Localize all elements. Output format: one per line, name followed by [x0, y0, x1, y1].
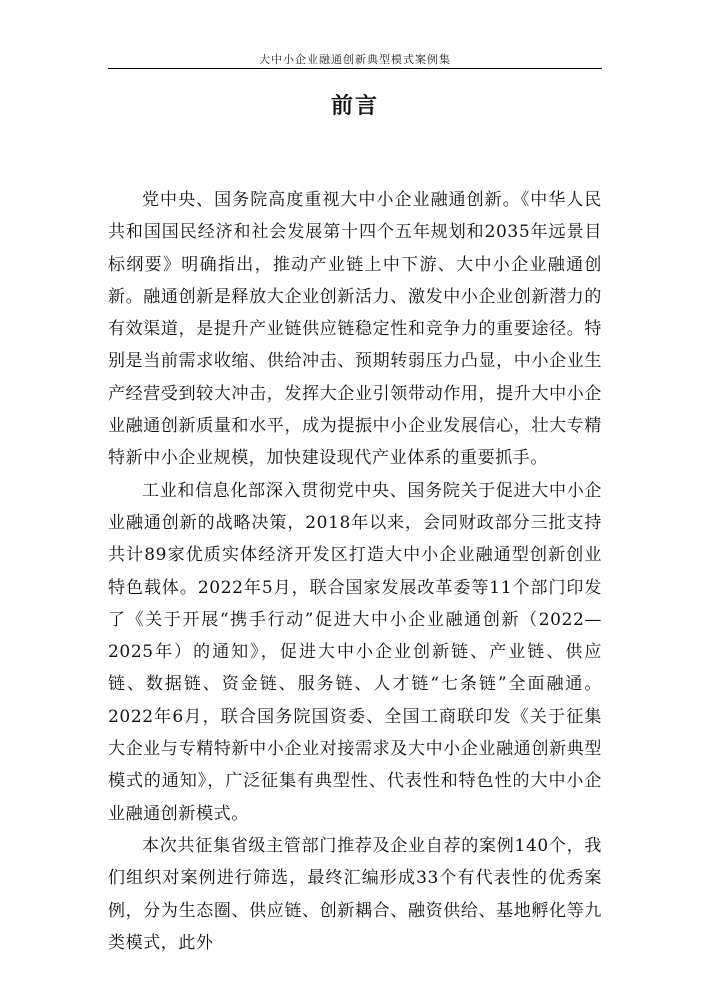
running-header-title: 大中小企业融通创新典型模式案例集 [259, 53, 451, 66]
paragraph-3: 本次共征集省级主管部门推荐及企业自荐的案例140个，我们组织对案例进行筛选，最终汇编形成33个有代表性的优秀案例，分为生态圈、供应链、创新耦合、融资供给、基地孵化等九类模式，此外 [108, 835, 602, 953]
page-title: 前言 [330, 94, 379, 119]
paragraph-1: 党中央、国务院高度重视大中小企业融通创新。《中华人民共和国国民经济和社会发展第十四个五年规划和2035年远景目标纲要》明确指出，推动产业链上中下游、大中小企业融通创新。融通创新是释放大企业创新活力、激发中小企业创新潜力的有效渠道，是提升产业链供应链稳定性和竞争力的重要途径。特别是当前需求收缩、供给冲击、预期转弱压力凸显，中小企业生产经营受到较大冲击，发挥大企业引领带动作用，提升大中小企业融通创新质量和水平，成为提振中小企业发展信心，壮大专精特新中小企业规模，加快建设现代产业体系的重要抓手。 [108, 190, 602, 469]
paragraph-2: 工业和信息化部深入贯彻党中央、国务院关于促进大中小企业融通创新的战略决策，2018年以来，会同财政部分三批支持共计89家优质实体经济开发区打造大中小企业融通型创新创业特色载体。2022年5月，联合国家发展改革委等11个部门印发了《关于开展“携手行动”促进大中小企业融通创新（2022—2025年）的通知》，促进大中小企业创新链、产业链、供应链、数据链、资金链、服务链、人才链“七条链”全面融通。2022年6月，联合国务院国资委、全国工商联印发《关于征集大企业与专精特新中小企业对接需求及大中小企业融通创新典型模式的通知》，广泛征集有典型性、代表性和特色性的大中小企业融通创新模式。 [108, 480, 602, 824]
body-text [108, 184, 602, 959]
header-divider [108, 68, 602, 69]
